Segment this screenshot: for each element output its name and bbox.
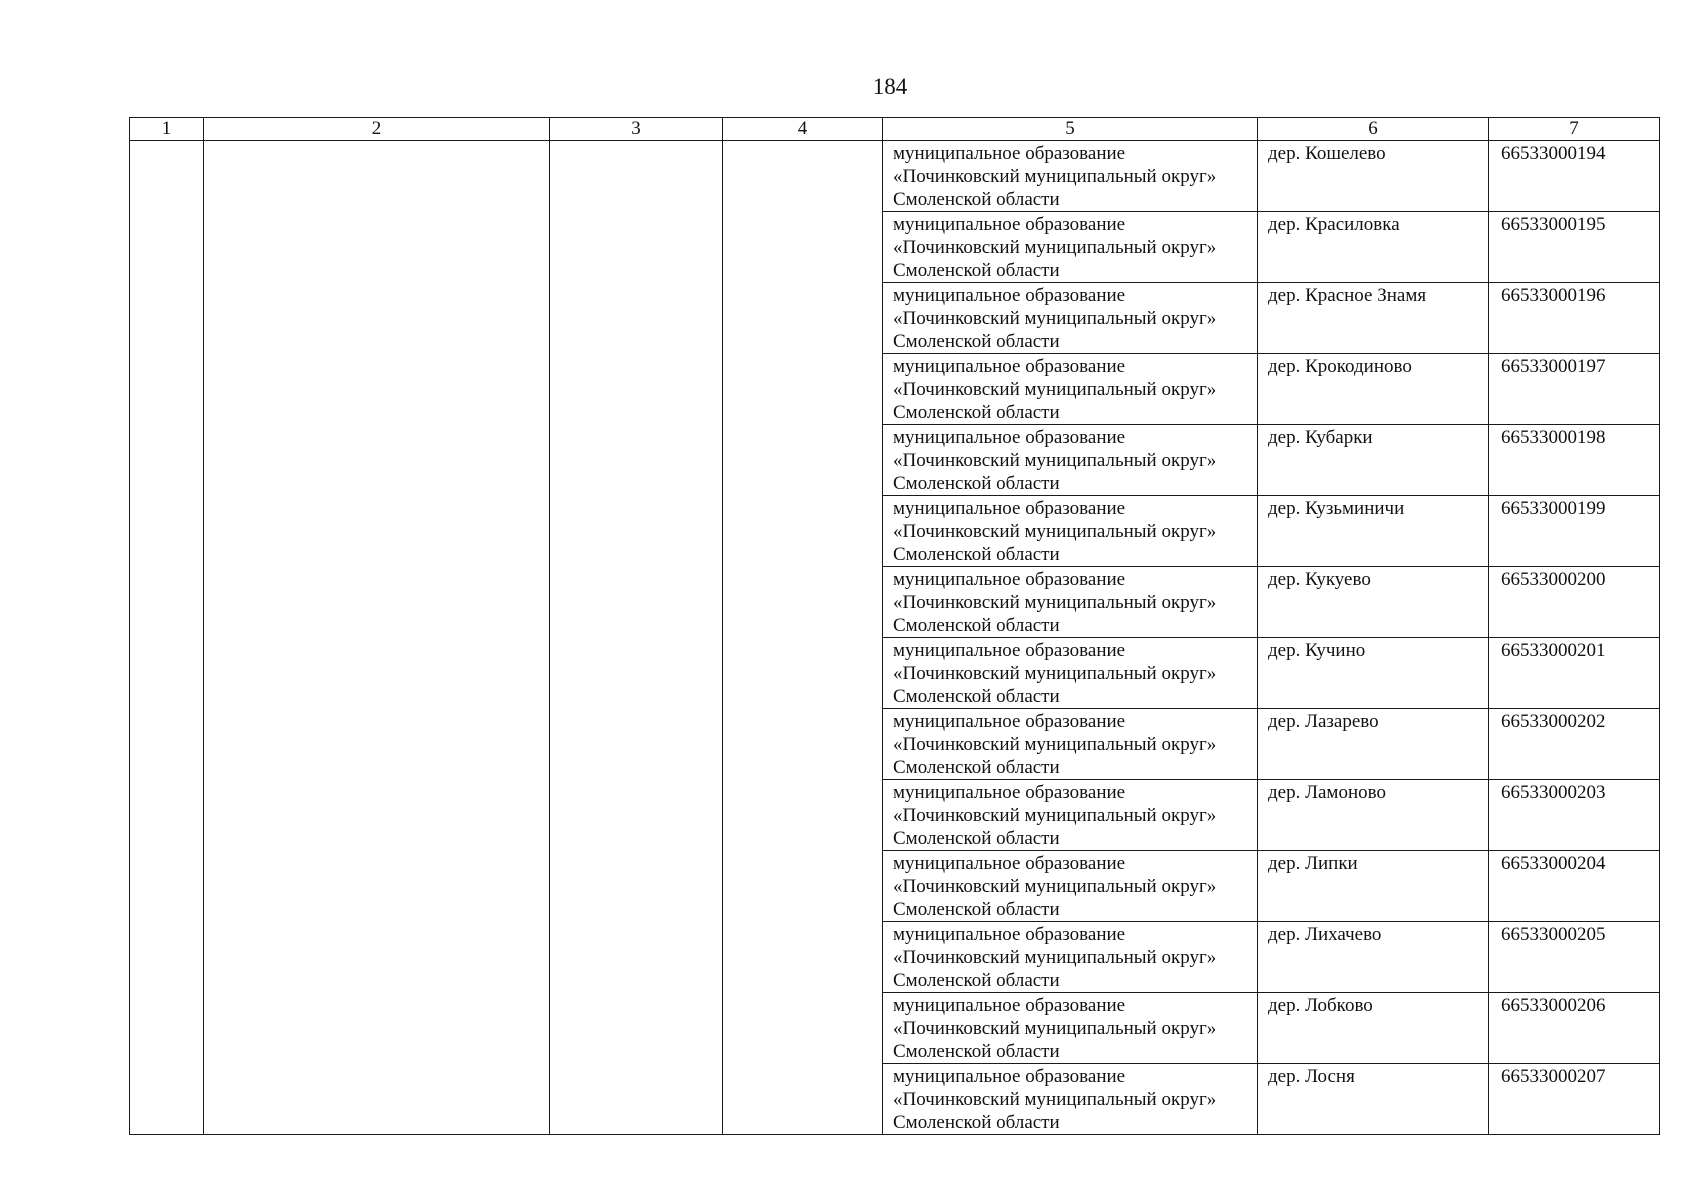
- municipality-line: Смоленской области: [893, 473, 1060, 494]
- municipality-line: муниципальное образование: [893, 498, 1126, 519]
- municipality-line: Смоленской области: [893, 828, 1060, 849]
- oktmo-code: 66533000194: [1501, 143, 1606, 164]
- municipality-cell: [883, 354, 1258, 425]
- settlement-name: дер. Кузьминичи: [1268, 498, 1405, 519]
- code-cell: [1489, 567, 1660, 638]
- oktmo-code: 66533000204: [1501, 853, 1606, 874]
- column-header-5: 5: [883, 118, 1258, 141]
- municipality-line: «Починковский муниципальный округ»: [893, 308, 1217, 329]
- municipality-cell: [883, 496, 1258, 567]
- settlement-cell: [1258, 354, 1489, 425]
- oktmo-code: 66533000198: [1501, 427, 1606, 448]
- municipality-cell: [883, 851, 1258, 922]
- settlement-name: дер. Красное Знамя: [1268, 285, 1427, 306]
- settlement-name: дер. Лобково: [1268, 995, 1373, 1016]
- column-header-1: 1: [130, 118, 204, 141]
- oktmo-code: 66533000206: [1501, 995, 1606, 1016]
- code-cell: [1489, 283, 1660, 354]
- code-cell: [1489, 141, 1660, 212]
- municipality-line: Смоленской области: [893, 970, 1060, 991]
- municipality-line: муниципальное образование: [893, 995, 1126, 1016]
- code-cell: [1489, 922, 1660, 993]
- oktmo-code: 66533000203: [1501, 782, 1606, 803]
- municipality-line: муниципальное образование: [893, 427, 1126, 448]
- empty-merged-cell-col-4: [723, 141, 883, 1135]
- municipality-cell: [883, 567, 1258, 638]
- municipality-line: Смоленской области: [893, 757, 1060, 778]
- municipality-line: Смоленской области: [893, 331, 1060, 352]
- table-row: [130, 141, 1660, 212]
- oktmo-code: 66533000195: [1501, 214, 1606, 235]
- empty-merged-cell-col-1: [130, 141, 204, 1135]
- settlement-name: дер. Кошелево: [1268, 143, 1386, 164]
- settlement-cell: [1258, 141, 1489, 212]
- page-number: 184: [872, 74, 908, 99]
- code-cell: [1489, 851, 1660, 922]
- settlement-cell: [1258, 283, 1489, 354]
- settlement-cell: [1258, 567, 1489, 638]
- settlement-cell: [1258, 709, 1489, 780]
- municipality-line: «Починковский муниципальный округ»: [893, 1018, 1217, 1039]
- municipality-cell: [883, 212, 1258, 283]
- municipality-line: муниципальное образование: [893, 143, 1126, 164]
- municipality-cell: [883, 922, 1258, 993]
- municipality-line: Смоленской области: [893, 402, 1060, 423]
- municipality-line: муниципальное образование: [893, 853, 1126, 874]
- municipality-cell: [883, 993, 1258, 1064]
- settlement-cell: [1258, 425, 1489, 496]
- settlement-name: дер. Кукуево: [1268, 569, 1371, 590]
- municipality-line: Смоленской области: [893, 260, 1060, 281]
- settlement-name: дер. Лихачево: [1268, 924, 1382, 945]
- settlement-name: дер. Крокодиново: [1268, 356, 1412, 377]
- empty-merged-cell-col-2: [204, 141, 550, 1135]
- municipality-line: «Починковский муниципальный округ»: [893, 379, 1217, 400]
- settlement-name: дер. Кучино: [1268, 640, 1366, 661]
- municipality-cell: [883, 141, 1258, 212]
- municipality-line: Смоленской области: [893, 899, 1060, 920]
- municipality-cell: [883, 780, 1258, 851]
- municipality-line: Смоленской области: [893, 1112, 1060, 1133]
- municipality-line: «Починковский муниципальный округ»: [893, 1089, 1217, 1110]
- settlement-name: дер. Красиловка: [1268, 214, 1400, 235]
- code-cell: [1489, 709, 1660, 780]
- municipality-line: «Починковский муниципальный округ»: [893, 734, 1217, 755]
- column-header-3: 3: [550, 118, 723, 141]
- municipality-line: «Починковский муниципальный округ»: [893, 237, 1217, 258]
- settlement-name: дер. Кубарки: [1268, 427, 1373, 448]
- municipality-line: муниципальное образование: [893, 924, 1126, 945]
- settlement-name: дер. Липки: [1268, 853, 1358, 874]
- municipality-line: «Починковский муниципальный округ»: [893, 805, 1217, 826]
- oktmo-code: 66533000207: [1501, 1066, 1606, 1087]
- column-number-header: [130, 118, 1660, 141]
- column-header-4: 4: [723, 118, 883, 141]
- oktmo-code: 66533000201: [1501, 640, 1606, 661]
- municipality-cell: [883, 709, 1258, 780]
- empty-merged-cell-col-3: [550, 141, 723, 1135]
- oktmo-code: 66533000197: [1501, 356, 1606, 377]
- register-table: [129, 117, 1660, 1135]
- oktmo-code: 66533000200: [1501, 569, 1606, 590]
- municipality-line: «Починковский муниципальный округ»: [893, 592, 1217, 613]
- settlement-cell: [1258, 638, 1489, 709]
- municipality-line: муниципальное образование: [893, 782, 1126, 803]
- column-header-7: 7: [1489, 118, 1660, 141]
- settlement-cell: [1258, 780, 1489, 851]
- municipality-cell: [883, 283, 1258, 354]
- settlement-name: дер. Лосня: [1268, 1066, 1355, 1087]
- code-cell: [1489, 354, 1660, 425]
- municipality-line: Смоленской области: [893, 544, 1060, 565]
- municipality-cell: [883, 425, 1258, 496]
- settlement-cell: [1258, 212, 1489, 283]
- municipality-line: «Починковский муниципальный округ»: [893, 663, 1217, 684]
- settlement-name: дер. Лазарево: [1268, 711, 1379, 732]
- municipality-line: муниципальное образование: [893, 214, 1126, 235]
- settlement-name: дер. Ламоново: [1268, 782, 1386, 803]
- code-cell: [1489, 780, 1660, 851]
- municipality-line: «Починковский муниципальный округ»: [893, 521, 1217, 542]
- code-cell: [1489, 993, 1660, 1064]
- municipality-line: муниципальное образование: [893, 640, 1126, 661]
- oktmo-code: 66533000205: [1501, 924, 1606, 945]
- column-header-6: 6: [1258, 118, 1489, 141]
- code-cell: [1489, 1064, 1660, 1135]
- settlement-cell: [1258, 851, 1489, 922]
- code-cell: [1489, 212, 1660, 283]
- municipality-line: Смоленской области: [893, 189, 1060, 210]
- oktmo-code: 66533000202: [1501, 711, 1606, 732]
- oktmo-code: 66533000199: [1501, 498, 1606, 519]
- municipality-line: муниципальное образование: [893, 356, 1126, 377]
- municipality-line: «Починковский муниципальный округ»: [893, 947, 1217, 968]
- municipality-cell: [883, 638, 1258, 709]
- column-header-2: 2: [204, 118, 550, 141]
- oktmo-code: 66533000196: [1501, 285, 1606, 306]
- municipality-line: Смоленской области: [893, 615, 1060, 636]
- municipality-line: муниципальное образование: [893, 569, 1126, 590]
- municipality-line: «Починковский муниципальный округ»: [893, 450, 1217, 471]
- code-cell: [1489, 425, 1660, 496]
- header-row: [130, 118, 1660, 141]
- municipality-line: «Починковский муниципальный округ»: [893, 166, 1217, 187]
- settlement-cell: [1258, 993, 1489, 1064]
- municipality-line: муниципальное образование: [893, 285, 1126, 306]
- municipality-cell: [883, 1064, 1258, 1135]
- code-cell: [1489, 638, 1660, 709]
- settlement-cell: [1258, 1064, 1489, 1135]
- settlement-cell: [1258, 496, 1489, 567]
- municipality-line: муниципальное образование: [893, 1066, 1126, 1087]
- municipality-line: Смоленской области: [893, 686, 1060, 707]
- municipality-line: муниципальное образование: [893, 711, 1126, 732]
- settlement-cell: [1258, 922, 1489, 993]
- municipality-line: «Починковский муниципальный округ»: [893, 876, 1217, 897]
- code-cell: [1489, 496, 1660, 567]
- table-body: [130, 141, 1660, 1135]
- municipality-line: Смоленской области: [893, 1041, 1060, 1062]
